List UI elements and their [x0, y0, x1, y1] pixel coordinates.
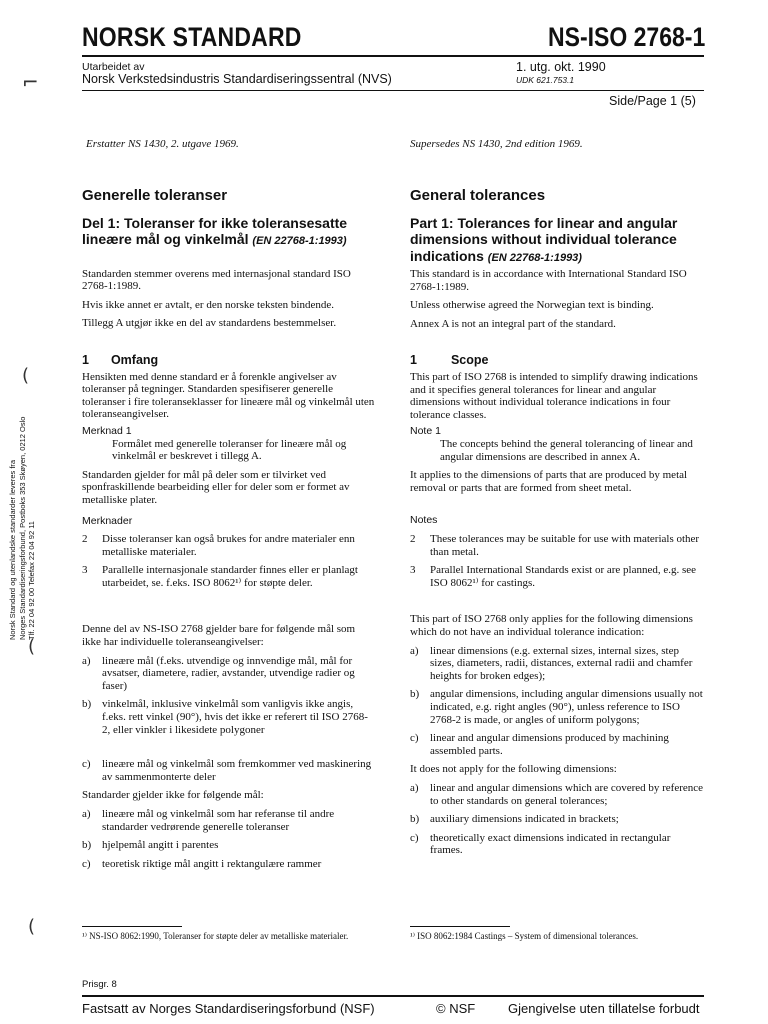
distribution-sidebar: [8, 416, 37, 640]
no-item-c-text: lineære mål og vinkelmål som fremkommer ved maskinering av sammenmonterte deler: [102, 758, 372, 783]
binding-mark-icon: (: [28, 916, 36, 937]
en-item-c-text: linear and angular dimensions produced by machining assembled parts.: [430, 732, 669, 757]
norwegian-column: [82, 187, 376, 870]
english-column: [410, 187, 704, 857]
en-notes-label: Notes: [410, 514, 438, 527]
no-part-ref: (EN 22768-1:1993): [252, 235, 347, 248]
en-footnote-rule: [410, 926, 510, 927]
no-na-a: [82, 808, 376, 833]
no-item-a-text: lineære mål (f.eks. utvendige og innvendige mål, mål for avsatser, diametere, radier, avstander, utvendige radier og faser): [102, 654, 355, 692]
no-na-b-text: hjelpemål angitt i parentes: [102, 839, 219, 852]
edition: 1. utg. okt. 1990: [516, 60, 606, 74]
replaces-en: Supersedes NS 1430, 2nd edition 1969.: [410, 138, 583, 150]
en-na-b-text: auxiliary dimensions indicated in brackets;: [430, 813, 619, 826]
en-note2: [410, 533, 704, 558]
no-item-b: [82, 698, 376, 736]
no-item-c: [82, 758, 376, 783]
no-na-c: [82, 858, 376, 871]
price-group: Prisgr. 8: [82, 979, 117, 990]
no-item-b-text: vinkelmål, inklusive vinkelmål som vanligvis ikke angis, f.eks. rett vinkel (90°), hvis det ikke er referert til ISO 2768-2, eller vinkler i likesidete polygoner: [102, 698, 368, 736]
no-footnote: ¹⁾ NS-ISO 8062:1990, Toleranser for støpte deler av metalliske materialer.: [82, 931, 349, 941]
en-note3-text: Parallel International Standards exist or are planned, e.g. see ISO 8062¹⁾ for castings.: [430, 564, 697, 589]
binding-mark-icon: ⌐: [22, 70, 39, 94]
no-scope1: Hensikten med denne standard er å forenkle angivelser av toleranser på tegninger. Standarden spesifiserer generelle toleranser i fire toleranseklasser for lineære mål og vinkelmål uten toleranseangivelser.: [82, 370, 375, 421]
sidebar-line1: Norsk Standard og utenlandske standarder leveres fra: [8, 459, 17, 640]
prepared-by: Norsk Verkstedsindustris Standardiseringssentral (NVS): [82, 72, 392, 86]
en-item-b-text: angular dimensions, including angular dimensions usually not indicated, e.g. right angles (90°), unless reference to ISO 2768-2 is made, or angles of uniform polygons;: [430, 688, 703, 726]
udk: UDK 621.753.1: [516, 75, 575, 85]
reproduction-notice: Gjengivelse uten tillatelse forbudt: [508, 1001, 700, 1016]
en-part-ref: (EN 22768-1:1993): [487, 251, 582, 264]
no-note2: [82, 533, 376, 558]
en-na-a-label: a): [410, 781, 419, 794]
no-section-heading: [82, 354, 376, 367]
binding-mark-icon: (: [28, 636, 36, 657]
no-intro2: Hvis ikke annet er avtalt, er den norske teksten bindende.: [82, 298, 335, 311]
en-intro2: Unless otherwise agreed the Norwegian text is binding.: [410, 299, 654, 312]
no-intro1: Standarden stemmer overens med internasjonal standard ISO 2768-1:1989.: [82, 267, 351, 293]
en-item-a-label: a): [410, 644, 419, 657]
en-note2-num: 2: [410, 533, 416, 545]
en-note2-text: These tolerances may be suitable for use with materials other than metal.: [430, 533, 700, 558]
no-na-a-label: a): [82, 808, 91, 820]
no-section-number: 1: [82, 352, 89, 367]
header-rule: [82, 55, 704, 57]
no-footnote-rule: [82, 926, 182, 927]
page-number: Side/Page 1 (5): [609, 94, 696, 108]
en-applies: This part of ISO 2768 only applies for the following dimensions which do not have an individual tolerance indication:: [410, 613, 693, 638]
en-scope2: It applies to the dimensions of parts that are produced by metal removal or parts that are formed from sheet metal.: [410, 469, 688, 494]
no-title: Generelle toleranser: [82, 187, 228, 204]
no-part-title: [82, 215, 376, 250]
en-item-c: [410, 732, 704, 757]
en-title: General tolerances: [410, 187, 546, 204]
no-note2-num: 2: [82, 533, 88, 546]
no-na-c-label: c): [82, 857, 91, 870]
en-item-a-text: linear dimensions (e.g. external sizes, internal sizes, step sizes, diameters, radii, distances, external radii and chamfer heights for broken edges);: [430, 644, 693, 682]
en-not-applies: It does not apply for the following dimensions:: [410, 763, 617, 776]
en-section-number: 1: [410, 353, 417, 368]
no-note3-text: Parallelle internasjonale standarder finnes eller er planlagt utarbeidet, se. f.eks. ISO 8062¹⁾ for støpte deler.: [102, 564, 358, 589]
document-title: NORSK STANDARD: [82, 22, 302, 52]
standard-number: NS-ISO 2768-1: [548, 22, 706, 52]
en-note3-num: 3: [410, 564, 416, 577]
no-notes-label: Merknader: [82, 514, 133, 527]
en-na-b: [410, 813, 704, 826]
no-note1: Formålet med generelle toleranser for lineære mål og vinkelmål er beskrevet i tillegg A.: [112, 437, 347, 463]
en-na-a-text: linear and angular dimensions which are covered by reference to other standards on general tolerances;: [430, 781, 704, 807]
en-part-text: Part 1: Tolerances for linear and angular dimensions without individual tolerance indications: [410, 214, 678, 264]
no-note3-num: 3: [82, 564, 88, 577]
no-intro3: Tillegg A utgjør ikke en del av standardens bestemmelser.: [82, 317, 337, 330]
copyright: © NSF: [436, 1001, 476, 1016]
en-na-c-label: c): [410, 831, 419, 844]
en-na-b-label: b): [410, 813, 420, 826]
no-note3: [82, 564, 376, 589]
en-item-a: [410, 645, 704, 683]
en-section-heading: [410, 354, 704, 367]
no-na-b: [82, 839, 376, 852]
en-item-b-label: b): [410, 688, 420, 701]
en-scope1: This part of ISO 2768 is intended to simplify drawing indications and it specifies general tolerances for linear and angular dimensions without individual tolerance indications in four tolerance classes.: [410, 371, 698, 421]
no-item-a-label: a): [82, 654, 91, 667]
no-item-b-label: b): [82, 698, 92, 711]
no-na-b-label: b): [82, 839, 92, 852]
no-na-c-text: teoretisk riktige mål angitt i rektangulære rammer: [102, 857, 322, 870]
published-by: Fastsatt av Norges Standardiseringsforbund (NSF): [82, 1001, 375, 1016]
no-not-applies: Standarder gjelder ikke for følgende mål:: [82, 789, 264, 802]
binding-mark-icon: (: [22, 365, 30, 386]
header-rule-thin: [82, 90, 704, 91]
en-intro3: Annex A is not an integral part of the standard.: [410, 317, 616, 330]
no-applies: Denne del av NS-ISO 2768 gjelder bare for følgende mål som ikke har individuelle toleranseangivelser:: [82, 623, 356, 649]
en-na-c-text: theoretically exact dimensions indicated in rectangular frames.: [430, 831, 671, 857]
en-na-c: [410, 832, 704, 857]
no-item-c-label: c): [82, 758, 91, 771]
no-note1-label: Merknad 1: [82, 424, 132, 437]
prepared-by-label: Utarbeidet av: [82, 61, 145, 73]
sidebar-line3: Tlf. 22 04 92 00 Telefax 22 04 92 11: [27, 521, 36, 640]
no-item-a: [82, 655, 376, 693]
footer-rule: [82, 995, 704, 997]
en-item-c-label: c): [410, 732, 419, 745]
en-section-title: Scope: [450, 353, 489, 368]
no-na-a-text: lineære mål og vinkelmål som har referanse til andre standarder vedrørende generelle toleranser: [102, 808, 335, 833]
en-note1: The concepts behind the general tolerancing of linear and angular dimensions are described in annex A.: [440, 438, 693, 463]
en-part-title: [410, 215, 704, 267]
replaces-no: Erstatter NS 1430, 2. utgave 1969.: [86, 138, 239, 150]
no-note2-text: Disse toleranser kan også brukes for andre materialer enn metalliske materialer.: [102, 533, 355, 558]
en-intro1: This standard is in accordance with International Standard ISO 2768-1:1989.: [410, 268, 687, 293]
no-part-text: Del 1: Toleranser for ikke toleransesatte lineære mål og vinkelmål: [82, 214, 348, 248]
sidebar-line2: Norges Standardiseringsforbund, Postboks 353 Skøyen, 0212 Oslo: [17, 416, 27, 640]
en-note3: [410, 564, 704, 589]
en-note1-label: Note 1: [410, 425, 441, 438]
no-section-title: Omfang: [110, 352, 159, 367]
en-na-a: [410, 782, 704, 807]
no-scope2: Standarden gjelder for mål på deler som er tilvirket ved sponfraskillende bearbeiding eller for deler som er formet av metalliske plater.: [82, 468, 350, 506]
en-item-b: [410, 688, 704, 726]
en-footnote: ¹⁾ ISO 8062:1984 Castings – System of dimensional tolerances.: [410, 931, 639, 941]
